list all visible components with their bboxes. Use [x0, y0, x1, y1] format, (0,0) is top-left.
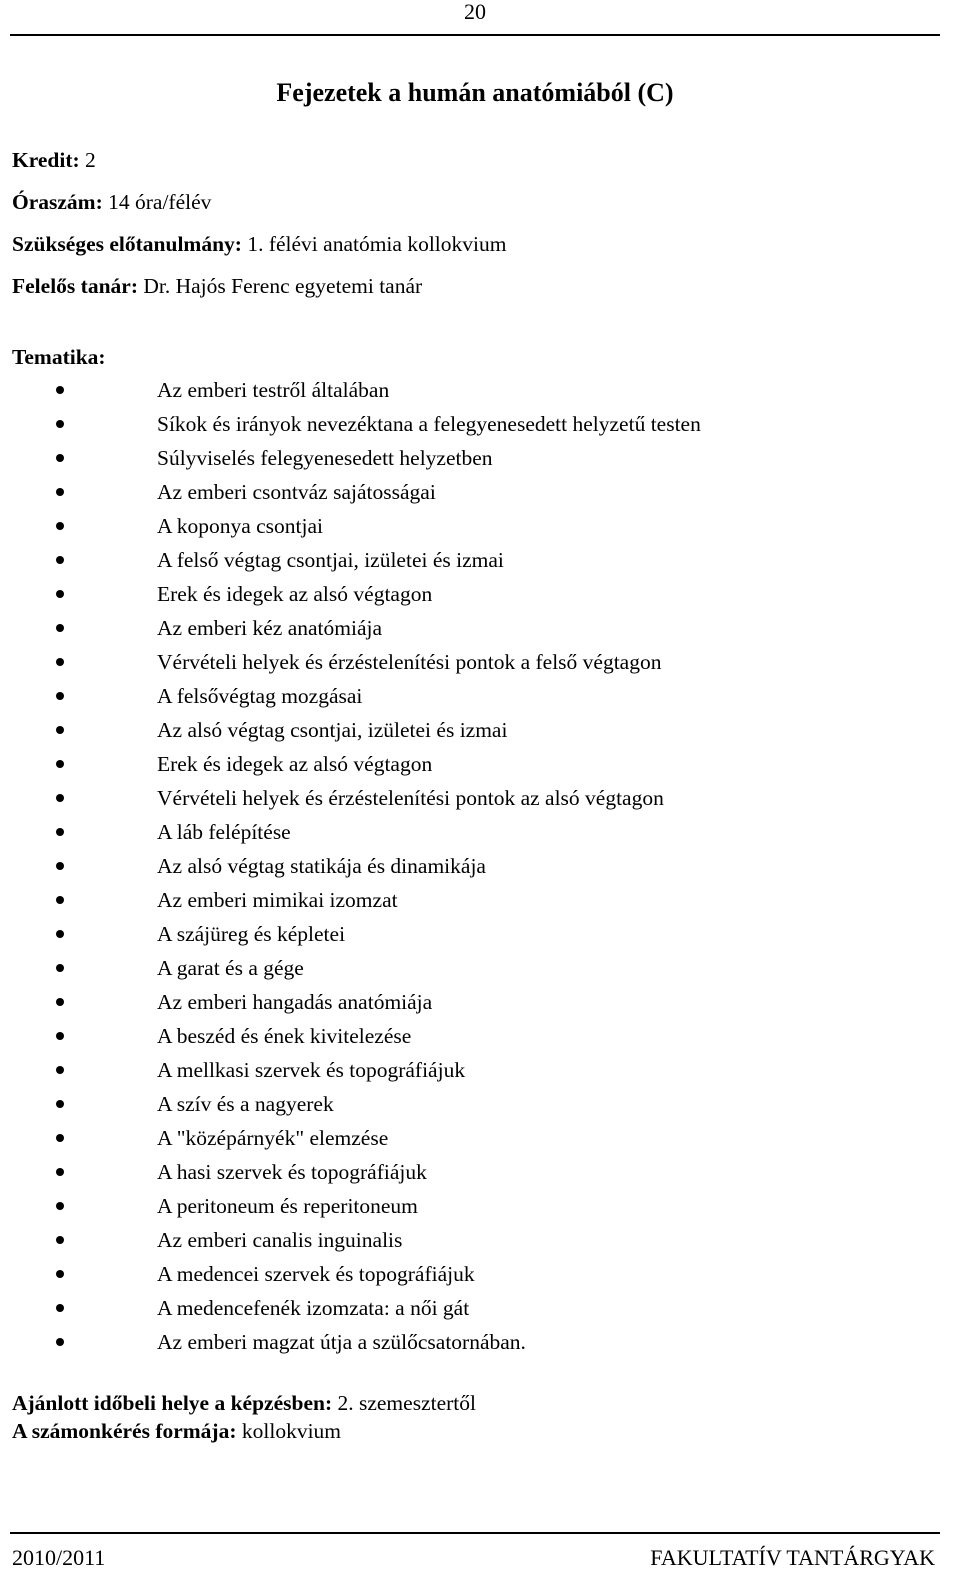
meta-hours — [12, 181, 506, 223]
bullet-icon — [56, 726, 64, 734]
list-item-text: Az emberi mimikai izomzat — [157, 888, 398, 912]
topics-heading: Tematika: — [12, 345, 106, 369]
meta-value: 1. félévi anatómia kollokvium — [247, 232, 507, 256]
list-item — [0, 679, 701, 713]
list-item-text: A garat és a gége — [157, 956, 304, 980]
list-item — [0, 1257, 701, 1291]
list-item-text: A hasi szervek és topográfiájuk — [157, 1160, 427, 1184]
bullet-icon — [56, 760, 64, 768]
footer-year: 2010/2011 — [12, 1545, 106, 1570]
list-item-text: A felsővégtag mozgásai — [157, 684, 363, 708]
list-item-text: Vérvételi helyek és érzéstelenítési pontok az alsó végtagon — [157, 786, 664, 810]
list-item — [0, 611, 701, 645]
page-title: Fejezetek a humán anatómiából (C) — [276, 78, 674, 107]
bullet-icon — [56, 386, 64, 394]
meta-label: Szükséges előtanulmány: — [12, 232, 242, 256]
list-item-text: Erek és idegek az alsó végtagon — [157, 582, 433, 606]
course-meta — [12, 139, 506, 307]
list-item — [0, 815, 701, 849]
list-item — [0, 475, 701, 509]
list-item-text: A mellkasi szervek és topográfiájuk — [157, 1058, 466, 1082]
schedule-value: 2. szemesztertől — [337, 1391, 476, 1415]
list-item-text: A "középárnyék" elemzése — [157, 1126, 389, 1150]
bullet-icon — [56, 1032, 64, 1040]
list-item-text: Az emberi hangadás anatómiája — [157, 990, 433, 1014]
list-item-text: A beszéd és ének kivitelezése — [157, 1024, 412, 1048]
list-item-text: Az emberi testről általában — [157, 378, 390, 402]
list-item-text: Az emberi canalis inguinalis — [157, 1228, 403, 1252]
bullet-icon — [56, 1134, 64, 1142]
bullet-icon — [56, 1066, 64, 1074]
list-item — [0, 1087, 701, 1121]
footer-category: FAKULTATÍV TANTÁRGYAK — [650, 1545, 935, 1570]
list-item — [0, 1189, 701, 1223]
bullet-icon — [56, 420, 64, 428]
list-item — [0, 373, 701, 407]
list-item-text: A koponya csontjai — [157, 514, 324, 538]
list-item-text: Az emberi kéz anatómiája — [157, 616, 383, 640]
list-item-text: A szív és a nagyerek — [157, 1092, 334, 1116]
list-item-text: Az emberi csontváz sajátosságai — [157, 480, 436, 504]
bullet-icon — [56, 1304, 64, 1312]
header-rule — [10, 34, 940, 36]
bullet-icon — [56, 794, 64, 802]
list-item-text: Az emberi magzat útja a szülőcsatornában. — [157, 1330, 526, 1354]
bullet-icon — [56, 522, 64, 530]
list-item-text: Súlyviselés felegyenesedett helyzetben — [157, 446, 493, 470]
bullet-icon — [56, 624, 64, 632]
list-item — [0, 713, 701, 747]
bullet-icon — [56, 692, 64, 700]
list-item — [0, 509, 701, 543]
bullet-icon — [56, 1168, 64, 1176]
list-item-text: Vérvételi helyek és érzéstelenítési pontok a felső végtagon — [157, 650, 662, 674]
course-schedule — [12, 1389, 476, 1445]
list-item — [0, 645, 701, 679]
bullet-icon — [56, 488, 64, 496]
meta-value: 2 — [85, 148, 96, 172]
list-item — [0, 1155, 701, 1189]
bullet-icon — [56, 964, 64, 972]
bullet-icon — [56, 1202, 64, 1210]
meta-label: Felelős tanár: — [12, 274, 138, 298]
schedule-value: kollokvium — [241, 1419, 342, 1443]
list-item — [0, 1325, 701, 1359]
bullet-icon — [56, 658, 64, 666]
list-item — [0, 951, 701, 985]
list-item — [0, 407, 701, 441]
list-item-text: Az alsó végtag statikája és dinamikája — [157, 854, 486, 878]
list-item — [0, 781, 701, 815]
list-item — [0, 883, 701, 917]
list-item — [0, 917, 701, 951]
list-item — [0, 1019, 701, 1053]
schedule-label: A számonkérés formája: — [12, 1419, 237, 1443]
list-item — [0, 849, 701, 883]
bullet-icon — [56, 1270, 64, 1278]
schedule-label: Ajánlott időbeli helye a képzésben: — [12, 1391, 333, 1415]
list-item-text: Erek és idegek az alsó végtagon — [157, 752, 433, 776]
list-item-text: A medencei szervek és topográfiájuk — [157, 1262, 475, 1286]
list-item-text: A felső végtag csontjai, izületei és izmai — [157, 548, 504, 572]
bullet-icon — [56, 454, 64, 462]
footer-rule — [10, 1532, 940, 1534]
list-item-text: A medencefenék izomzata: a női gát — [157, 1296, 470, 1320]
bullet-icon — [56, 862, 64, 870]
meta-teacher — [12, 265, 506, 307]
list-item — [0, 543, 701, 577]
bullet-icon — [56, 1236, 64, 1244]
list-item-text: A peritoneum és reperitoneum — [157, 1194, 418, 1218]
list-item — [0, 441, 701, 475]
bullet-icon — [56, 556, 64, 564]
list-item — [0, 1121, 701, 1155]
bullet-icon — [56, 590, 64, 598]
list-item — [0, 985, 701, 1019]
list-item-text: Síkok és irányok nevezéktana a felegyenesedett helyzetű testen — [157, 412, 701, 436]
list-item — [0, 577, 701, 611]
schedule-semester — [12, 1389, 476, 1417]
bullet-icon — [56, 896, 64, 904]
meta-prerequisite — [12, 223, 506, 265]
list-item — [0, 1223, 701, 1257]
meta-credit — [12, 139, 506, 181]
topics-list — [0, 373, 701, 1359]
bullet-icon — [56, 930, 64, 938]
list-item-text: A szájüreg és képletei — [157, 922, 346, 946]
bullet-icon — [56, 1338, 64, 1346]
list-item — [0, 1291, 701, 1325]
list-item — [0, 747, 701, 781]
meta-label: Óraszám: — [12, 190, 103, 214]
schedule-exam-form — [12, 1417, 476, 1445]
bullet-icon — [56, 998, 64, 1006]
bullet-icon — [56, 828, 64, 836]
list-item-text: A láb felépítése — [157, 820, 291, 844]
meta-value: 14 óra/félév — [108, 190, 212, 214]
meta-label: Kredit: — [12, 148, 80, 172]
bullet-icon — [56, 1100, 64, 1108]
meta-value: Dr. Hajós Ferenc egyetemi tanár — [143, 274, 423, 298]
list-item-text: Az alsó végtag csontjai, izületei és izmai — [157, 718, 508, 742]
list-item — [0, 1053, 701, 1087]
page-number: 20 — [464, 0, 486, 24]
